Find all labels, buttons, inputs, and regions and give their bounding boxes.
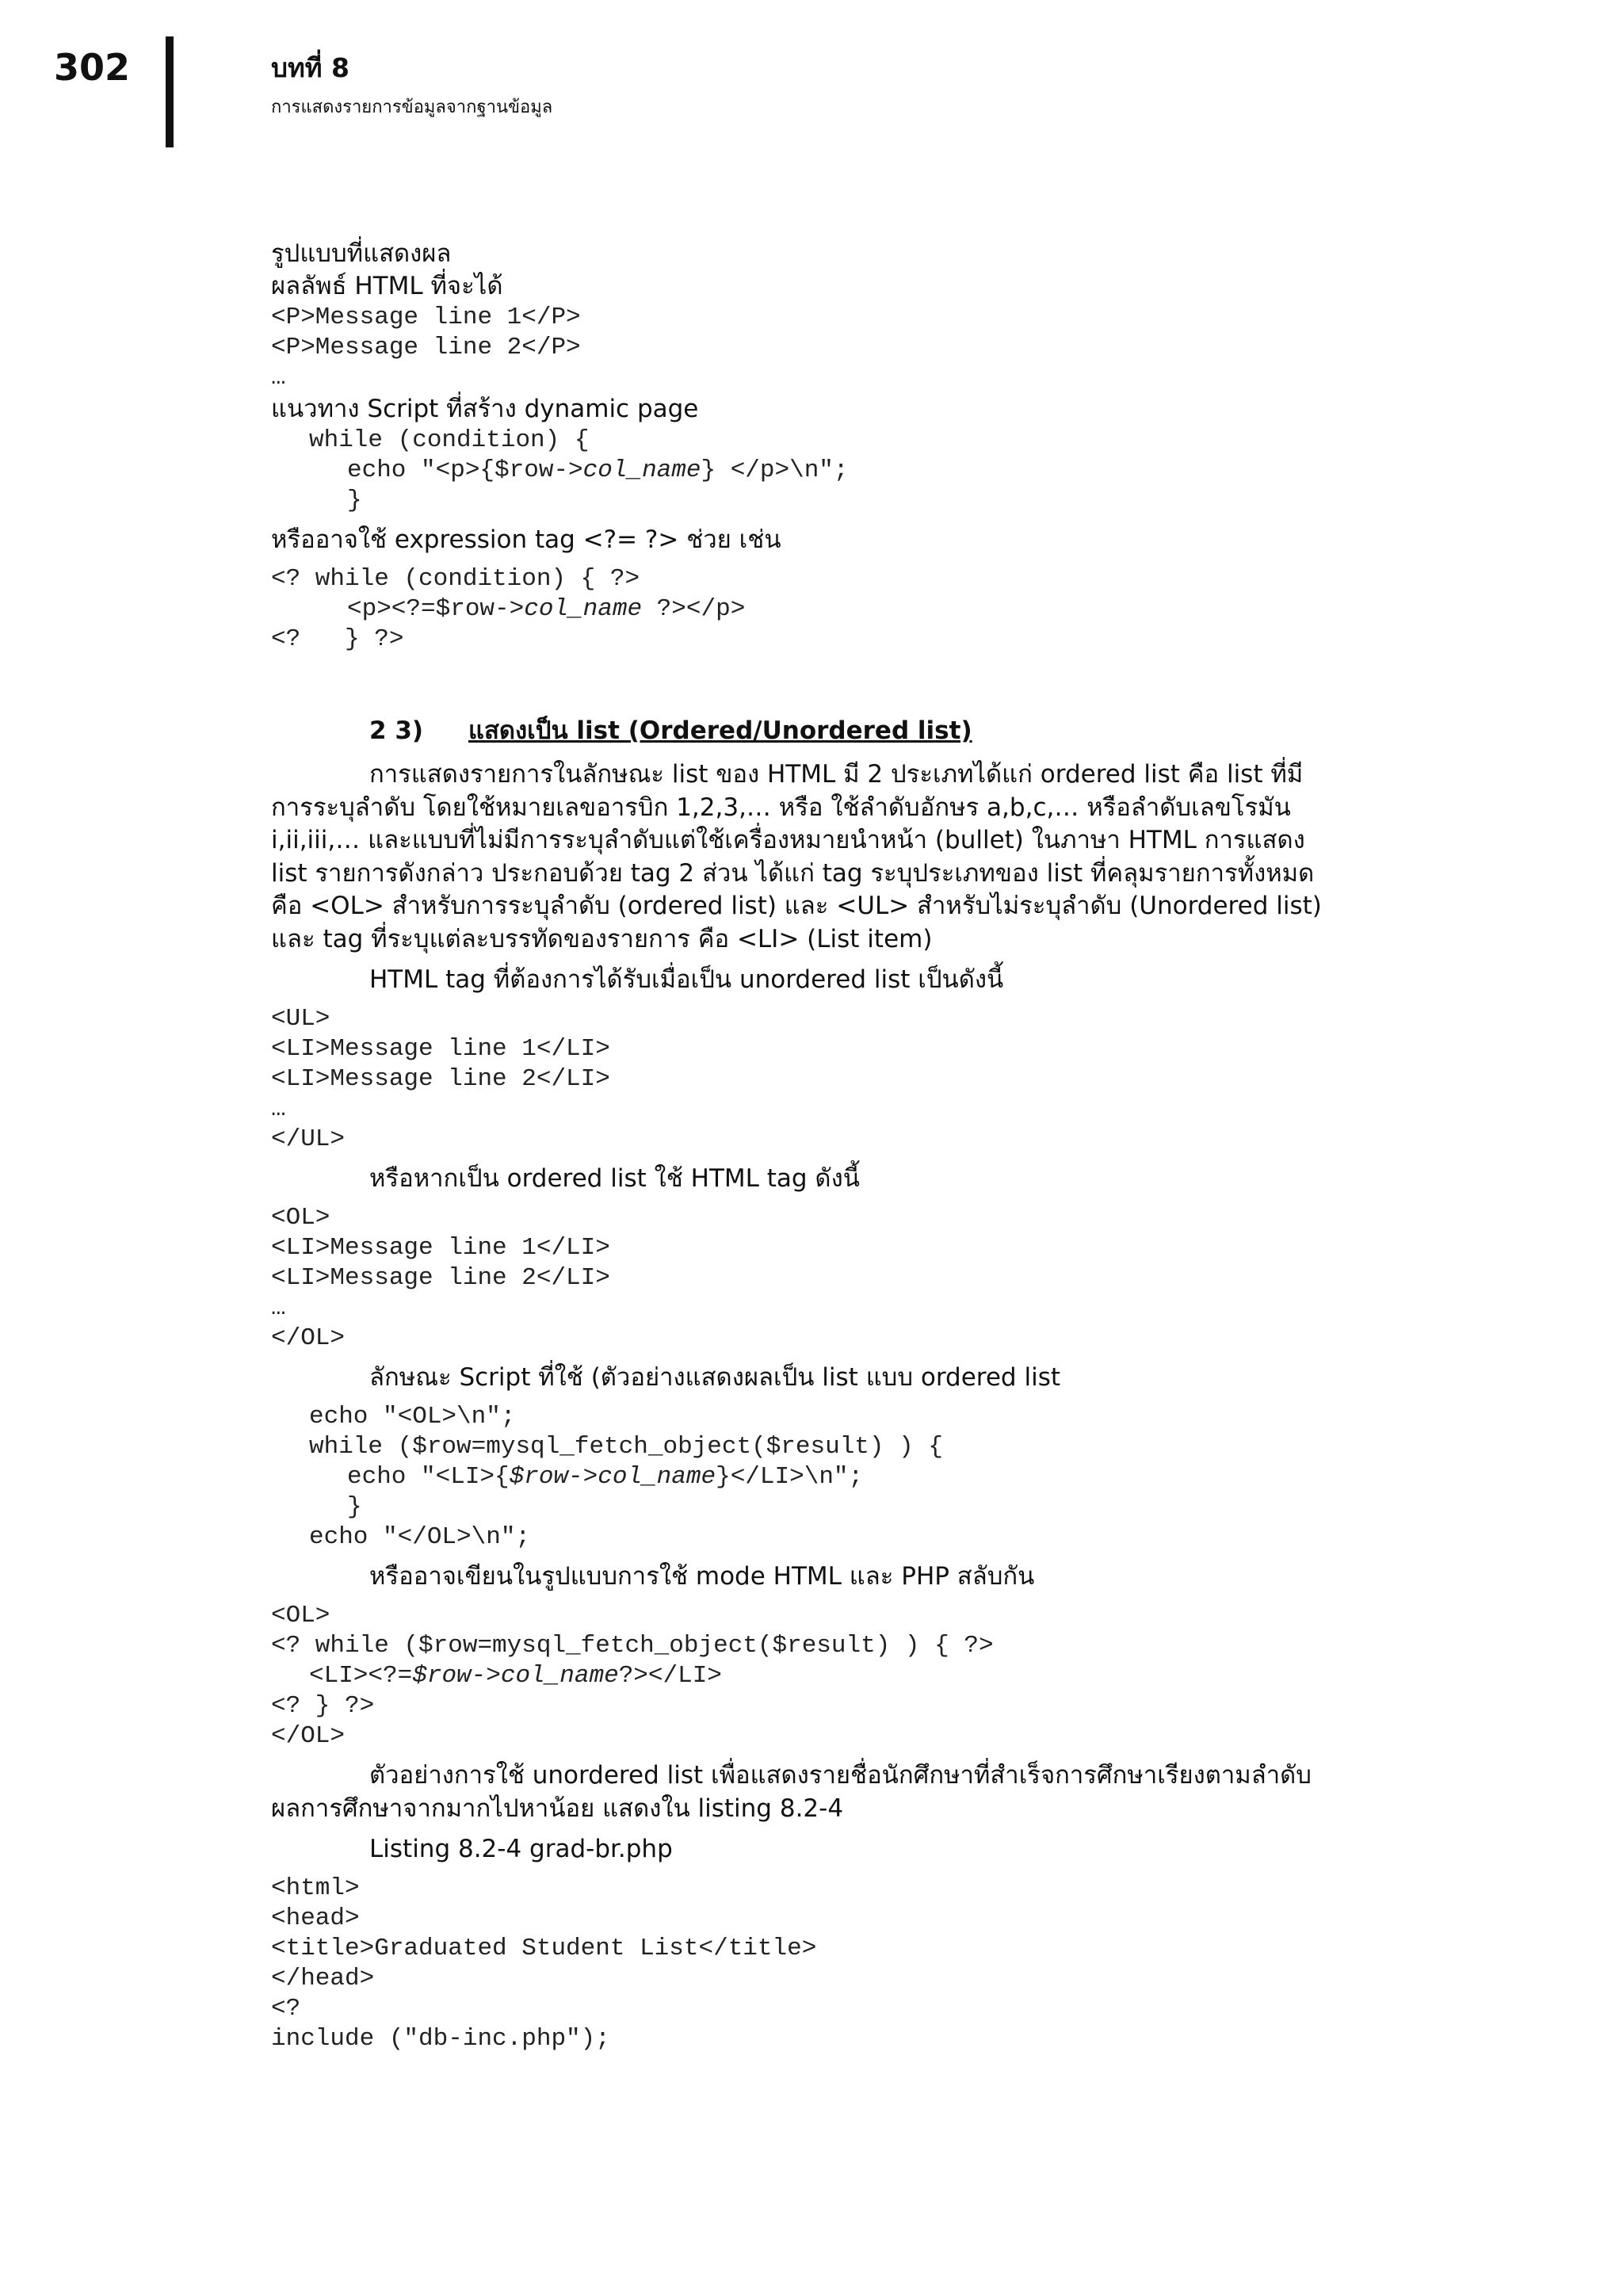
label-ordered-list: หรือหากเป็น ordered list ใช้ HTML tag ดังนี้ [369, 1164, 860, 1193]
code-line: <LI>Message line 2</LI> [271, 1264, 610, 1292]
code-line: <? } ?> [271, 1692, 375, 1720]
label-script-approach: แนวทาง Script ที่สร้าง dynamic page [271, 395, 699, 423]
code-line: <title>Graduated Student List</title> [271, 1935, 817, 1962]
code-line: while ($row=mysql_fetch_object($result) ) { [309, 1433, 943, 1461]
code-line: <P>Message line 2</P> [271, 334, 581, 361]
code-line: } [347, 1493, 362, 1521]
code-ellipsis: … [271, 1294, 286, 1322]
paragraph-line: และ tag ที่ระบุแต่ละบรรทัดของรายการ คือ <LI> (List item) [271, 924, 933, 953]
paragraph-line: list รายการดังกล่าว ประกอบด้วย tag 2 ส่วน ได้แก่ tag ระบุประเภทของ list ที่คลุมรายการทั้งหมด [271, 858, 1315, 888]
page-content [271, 238, 1436, 2054]
code-line: </OL> [271, 1722, 346, 1750]
code-line: </head> [271, 1965, 375, 1992]
code-line: echo "</OL>\n"; [309, 1523, 531, 1551]
paragraph-line: i,ii,iii,… และแบบที่ไม่มีการระบุลำดับแต่ใช้เครื่องหมายนำหน้า (bullet) ในภาษา HTML การแสดง [271, 826, 1305, 854]
code-line: <? while (condition) { ?> [271, 565, 640, 593]
chapter-title: บทที่ 8 [271, 52, 349, 83]
code-line: echo "<p>{$row->col_name} </p>\n"; [347, 457, 849, 484]
section-heading: 2 3) แสดงเป็น list (Ordered/Unordered list) [369, 716, 972, 745]
code-line: <LI>Message line 2</LI> [271, 1065, 610, 1093]
code-line: } [347, 487, 362, 514]
code-line: <? [271, 1995, 301, 2023]
paragraph-line: คือ <OL> สำหรับการระบุลำดับ (ordered list) และ <UL> สำหรับไม่ระบุลำดับ (Unordered list) [271, 892, 1322, 920]
code-ellipsis: … [271, 1095, 286, 1123]
code-line: echo "<OL>\n"; [309, 1403, 516, 1431]
code-line: <UL> [271, 1005, 330, 1033]
paragraph-line: ตัวอย่างการใช้ unordered list เพื่อแสดงรายชื่อนักศึกษาที่สำเร็จการศึกษาเรียงตามลำดับ [369, 1761, 1312, 1790]
label-script-ordered: ลักษณะ Script ที่ใช้ (ตัวอย่างแสดงผลเป็น list แบบ ordered list [369, 1363, 1060, 1392]
code-line: include ("db-inc.php"); [271, 2025, 610, 2053]
code-line: <OL> [271, 1204, 330, 1232]
code-line: <head> [271, 1904, 360, 1932]
label-html-result: ผลลัพธ์ HTML ที่จะได้ [271, 272, 503, 300]
chapter-subtitle: การแสดงรายการข้อมูลจากฐานข้อมูล [271, 97, 553, 117]
code-line: <OL> [271, 1602, 330, 1629]
code-line: <P>Message line 1</P> [271, 304, 581, 331]
code-line: <p><?=$row->col_name ?></p> [347, 595, 746, 623]
page-number: 302 [54, 46, 131, 89]
code-line: <LI>Message line 1</LI> [271, 1035, 610, 1063]
paragraph-line: ผลการศึกษาจากมากไปหาน้อย แสดงใน listing 8.2-4 [271, 1794, 844, 1823]
code-line: </UL> [271, 1125, 346, 1153]
label-output-format: รูปแบบที่แสดงผล [271, 239, 452, 268]
code-line: </OL> [271, 1324, 346, 1352]
code-line: echo "<LI>{$row->col_name}</LI>\n"; [347, 1463, 864, 1491]
code-line: <LI><?=$row->col_name?></LI> [309, 1662, 722, 1690]
label-mixed-mode: หรืออาจเขียนในรูปแบบการใช้ mode HTML และ PHP สลับกัน [369, 1562, 1035, 1591]
label-unordered-list: HTML tag ที่ต้องการได้รับเมื่อเป็น unordered list เป็นดังนี้ [369, 965, 1004, 994]
label-expression-tag: หรืออาจใช้ expression tag <?= ?> ช่วย เช่น [271, 525, 781, 554]
code-line: <? } ?> [271, 625, 404, 653]
code-line: <? while ($row=mysql_fetch_object($result) ) { ?> [271, 1632, 994, 1660]
code-line: <LI>Message line 1</LI> [271, 1234, 610, 1262]
code-ellipsis: … [271, 364, 286, 392]
header-divider-bar [166, 36, 174, 147]
listing-title: Listing 8.2-4 grad-br.php [369, 1835, 673, 1863]
paragraph-line: การระบุลำดับ โดยใช้หมายเลขอารบิก 1,2,3,… หรือ ใช้ลำดับอักษร a,b,c,… หรือลำดับเลขโรมัน [271, 793, 1291, 822]
paragraph-line: การแสดงรายการในลักษณะ list ของ HTML มี 2 ประเภทได้แก่ ordered list คือ list ที่มี [369, 760, 1304, 789]
code-line: <html> [271, 1874, 360, 1902]
code-line: while (condition) { [309, 426, 590, 454]
